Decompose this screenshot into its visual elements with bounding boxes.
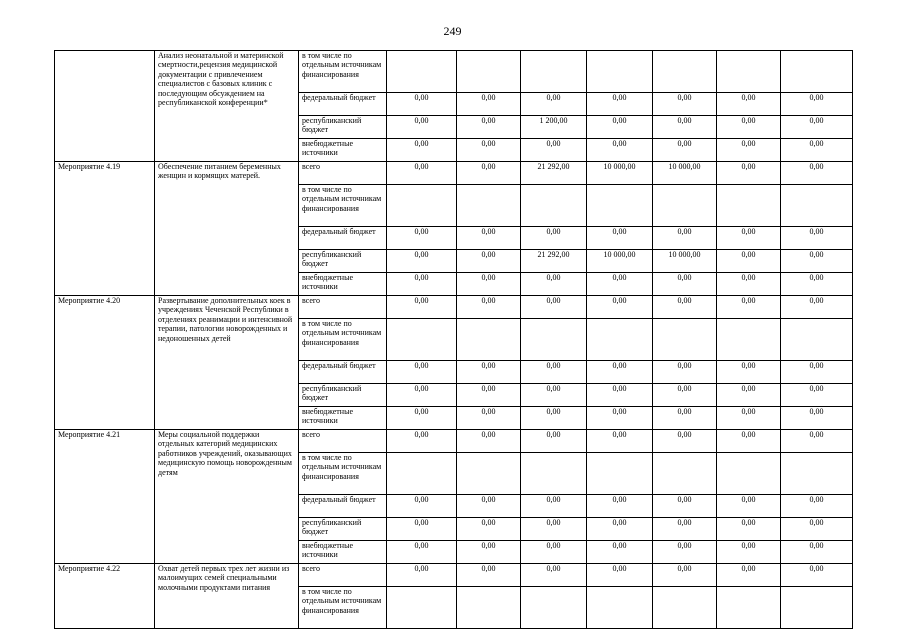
amount-cell: 0,00 <box>653 227 717 250</box>
amount-cell: 0,00 <box>587 361 653 384</box>
amount-cell <box>521 453 587 495</box>
amount-cell <box>387 587 457 629</box>
amount-cell <box>717 51 781 93</box>
amount-cell: 0,00 <box>387 407 457 430</box>
budget-table <box>54 50 853 629</box>
table-row <box>55 564 853 587</box>
amount-cell: 0,00 <box>717 296 781 319</box>
amount-cell: 0,00 <box>653 564 717 587</box>
amount-cell <box>781 453 853 495</box>
amount-cell: 0,00 <box>717 518 781 541</box>
amount-cell <box>521 587 587 629</box>
funding-source: в том числе по отдельным источникам финансирования <box>299 319 387 361</box>
amount-cell: 0,00 <box>781 430 853 453</box>
amount-cell: 0,00 <box>781 227 853 250</box>
amount-cell <box>521 319 587 361</box>
amount-cell: 0,00 <box>587 564 653 587</box>
funding-source: всего <box>299 430 387 453</box>
funding-source: в том числе по отдельным источникам финансирования <box>299 453 387 495</box>
amount-cell: 0,00 <box>457 495 521 518</box>
measure-name: Охват детей первых трех лет жизни из малоимущих семей специальными молочными продуктами питания <box>155 564 299 629</box>
amount-cell: 0,00 <box>457 162 521 185</box>
amount-cell: 0,00 <box>781 361 853 384</box>
amount-cell: 0,00 <box>387 116 457 139</box>
amount-cell: 0,00 <box>457 361 521 384</box>
amount-cell <box>521 51 587 93</box>
amount-cell: 0,00 <box>781 162 853 185</box>
amount-cell: 0,00 <box>781 541 853 564</box>
amount-cell: 0,00 <box>717 162 781 185</box>
measure-code: Мероприятие 4.21 <box>55 430 155 564</box>
funding-source: в том числе по отдельным источникам финансирования <box>299 587 387 629</box>
amount-cell <box>653 453 717 495</box>
amount-cell <box>457 319 521 361</box>
table-row <box>55 296 853 319</box>
amount-cell: 0,00 <box>717 250 781 273</box>
amount-cell: 21 292,00 <box>521 162 587 185</box>
amount-cell: 0,00 <box>587 93 653 116</box>
amount-cell: 0,00 <box>521 227 587 250</box>
amount-cell <box>717 453 781 495</box>
amount-cell: 0,00 <box>781 116 853 139</box>
amount-cell: 0,00 <box>717 116 781 139</box>
amount-cell: 0,00 <box>387 250 457 273</box>
amount-cell: 0,00 <box>387 139 457 162</box>
measure-code: Мероприятие 4.22 <box>55 564 155 629</box>
amount-cell: 0,00 <box>457 250 521 273</box>
measure-name: Меры социальной поддержки отдельных категорий медицинских работников учреждений, оказывающих медицинскую помощь новорожденным детям <box>155 430 299 564</box>
amount-cell: 0,00 <box>653 139 717 162</box>
amount-cell: 0,00 <box>717 361 781 384</box>
amount-cell: 0,00 <box>653 361 717 384</box>
amount-cell: 0,00 <box>521 139 587 162</box>
amount-cell <box>781 185 853 227</box>
amount-cell: 0,00 <box>521 495 587 518</box>
funding-source: республиканский бюджет <box>299 116 387 139</box>
funding-source: федеральный бюджет <box>299 93 387 116</box>
measure-name: Обеспечение питанием беременных женщин и кормящих матерей. <box>155 162 299 296</box>
amount-cell: 0,00 <box>781 518 853 541</box>
funding-source: республиканский бюджет <box>299 250 387 273</box>
funding-source: внебюджетные источники <box>299 273 387 296</box>
funding-source: федеральный бюджет <box>299 227 387 250</box>
amount-cell: 0,00 <box>717 564 781 587</box>
table-row <box>55 430 853 453</box>
amount-cell: 0,00 <box>781 407 853 430</box>
amount-cell <box>457 51 521 93</box>
amount-cell: 0,00 <box>457 518 521 541</box>
funding-source: всего <box>299 564 387 587</box>
amount-cell: 0,00 <box>587 296 653 319</box>
amount-cell: 0,00 <box>521 273 587 296</box>
amount-cell: 0,00 <box>387 361 457 384</box>
amount-cell <box>781 319 853 361</box>
funding-source: республиканский бюджет <box>299 384 387 407</box>
amount-cell: 0,00 <box>781 250 853 273</box>
table-row <box>55 51 853 93</box>
amount-cell: 0,00 <box>457 407 521 430</box>
amount-cell <box>387 453 457 495</box>
page-number: 249 <box>443 24 462 38</box>
amount-cell: 0,00 <box>457 139 521 162</box>
amount-cell: 0,00 <box>587 518 653 541</box>
amount-cell: 0,00 <box>387 93 457 116</box>
amount-cell: 0,00 <box>717 93 781 116</box>
amount-cell: 0,00 <box>457 273 521 296</box>
amount-cell: 0,00 <box>781 384 853 407</box>
measure-name: Анализ неонатальной и материнской смертности,рецензия медицинской документации с привлечением специалистов с базовых клиник с последующим обсуждением на республиканской конференции* <box>155 51 299 162</box>
amount-cell: 0,00 <box>653 541 717 564</box>
amount-cell: 0,00 <box>653 495 717 518</box>
amount-cell: 0,00 <box>457 430 521 453</box>
amount-cell: 0,00 <box>387 296 457 319</box>
amount-cell: 10 000,00 <box>587 250 653 273</box>
amount-cell: 0,00 <box>587 227 653 250</box>
amount-cell: 0,00 <box>387 541 457 564</box>
funding-source: внебюджетные источники <box>299 139 387 162</box>
measure-code: Мероприятие 4.19 <box>55 162 155 296</box>
amount-cell: 0,00 <box>717 430 781 453</box>
amount-cell: 0,00 <box>781 93 853 116</box>
amount-cell: 0,00 <box>387 564 457 587</box>
amount-cell: 10 000,00 <box>587 162 653 185</box>
amount-cell: 21 292,00 <box>521 250 587 273</box>
amount-cell <box>717 587 781 629</box>
amount-cell <box>653 51 717 93</box>
amount-cell: 0,00 <box>521 407 587 430</box>
amount-cell: 0,00 <box>457 564 521 587</box>
amount-cell: 0,00 <box>717 407 781 430</box>
amount-cell <box>781 51 853 93</box>
amount-cell <box>457 453 521 495</box>
amount-cell: 0,00 <box>587 541 653 564</box>
amount-cell <box>521 185 587 227</box>
amount-cell <box>587 319 653 361</box>
amount-cell: 0,00 <box>457 227 521 250</box>
measure-name: Развертывание дополнительных коек в учреждениях Чеченской Республики в отделениях реанимации и интенсивной терапии, патологии новорожденных и недоношенных детей <box>155 296 299 430</box>
measure-code: Мероприятие 4.20 <box>55 296 155 430</box>
measure-code <box>55 51 155 162</box>
amount-cell: 0,00 <box>587 495 653 518</box>
amount-cell: 0,00 <box>653 296 717 319</box>
amount-cell: 0,00 <box>387 430 457 453</box>
amount-cell: 0,00 <box>717 139 781 162</box>
funding-source: республиканский бюджет <box>299 518 387 541</box>
amount-cell: 0,00 <box>457 93 521 116</box>
amount-cell: 0,00 <box>781 495 853 518</box>
funding-source: в том числе по отдельным источникам финансирования <box>299 51 387 93</box>
amount-cell: 0,00 <box>457 541 521 564</box>
amount-cell: 0,00 <box>521 518 587 541</box>
amount-cell: 0,00 <box>653 273 717 296</box>
amount-cell <box>387 185 457 227</box>
funding-source: в том числе по отдельным источникам финансирования <box>299 185 387 227</box>
amount-cell: 0,00 <box>387 495 457 518</box>
amount-cell <box>653 185 717 227</box>
amount-cell: 0,00 <box>653 384 717 407</box>
amount-cell: 0,00 <box>521 361 587 384</box>
amount-cell: 0,00 <box>653 518 717 541</box>
amount-cell <box>717 319 781 361</box>
amount-cell: 0,00 <box>521 296 587 319</box>
amount-cell: 0,00 <box>717 495 781 518</box>
amount-cell <box>717 185 781 227</box>
amount-cell <box>457 185 521 227</box>
funding-source: внебюджетные источники <box>299 541 387 564</box>
amount-cell: 0,00 <box>781 139 853 162</box>
amount-cell: 0,00 <box>521 430 587 453</box>
amount-cell: 0,00 <box>653 407 717 430</box>
amount-cell <box>387 319 457 361</box>
amount-cell: 0,00 <box>387 273 457 296</box>
amount-cell: 0,00 <box>521 541 587 564</box>
funding-source: всего <box>299 296 387 319</box>
amount-cell: 0,00 <box>587 139 653 162</box>
amount-cell: 0,00 <box>387 518 457 541</box>
funding-source: федеральный бюджет <box>299 361 387 384</box>
amount-cell: 0,00 <box>587 407 653 430</box>
amount-cell: 0,00 <box>781 296 853 319</box>
amount-cell: 0,00 <box>781 564 853 587</box>
amount-cell: 0,00 <box>653 93 717 116</box>
amount-cell <box>587 51 653 93</box>
amount-cell <box>653 587 717 629</box>
amount-cell: 0,00 <box>387 162 457 185</box>
amount-cell: 0,00 <box>457 116 521 139</box>
amount-cell: 0,00 <box>781 273 853 296</box>
amount-cell: 0,00 <box>587 384 653 407</box>
table-row <box>55 162 853 185</box>
funding-source: всего <box>299 162 387 185</box>
funding-source: федеральный бюджет <box>299 495 387 518</box>
amount-cell: 0,00 <box>717 273 781 296</box>
amount-cell: 0,00 <box>457 296 521 319</box>
amount-cell: 0,00 <box>717 227 781 250</box>
amount-cell: 0,00 <box>387 227 457 250</box>
amount-cell <box>653 319 717 361</box>
amount-cell: 0,00 <box>387 384 457 407</box>
amount-cell: 0,00 <box>521 564 587 587</box>
amount-cell: 0,00 <box>587 273 653 296</box>
amount-cell: 1 200,00 <box>521 116 587 139</box>
amount-cell: 0,00 <box>653 116 717 139</box>
amount-cell: 0,00 <box>521 93 587 116</box>
amount-cell: 0,00 <box>717 541 781 564</box>
amount-cell: 0,00 <box>587 430 653 453</box>
amount-cell <box>457 587 521 629</box>
amount-cell: 0,00 <box>653 430 717 453</box>
amount-cell: 0,00 <box>521 384 587 407</box>
amount-cell: 10 000,00 <box>653 250 717 273</box>
amount-cell <box>387 51 457 93</box>
funding-source: внебюджетные источники <box>299 407 387 430</box>
amount-cell: 0,00 <box>587 116 653 139</box>
amount-cell <box>781 587 853 629</box>
amount-cell <box>587 453 653 495</box>
amount-cell <box>587 587 653 629</box>
amount-cell: 0,00 <box>717 384 781 407</box>
amount-cell: 10 000,00 <box>653 162 717 185</box>
amount-cell <box>587 185 653 227</box>
amount-cell: 0,00 <box>457 384 521 407</box>
